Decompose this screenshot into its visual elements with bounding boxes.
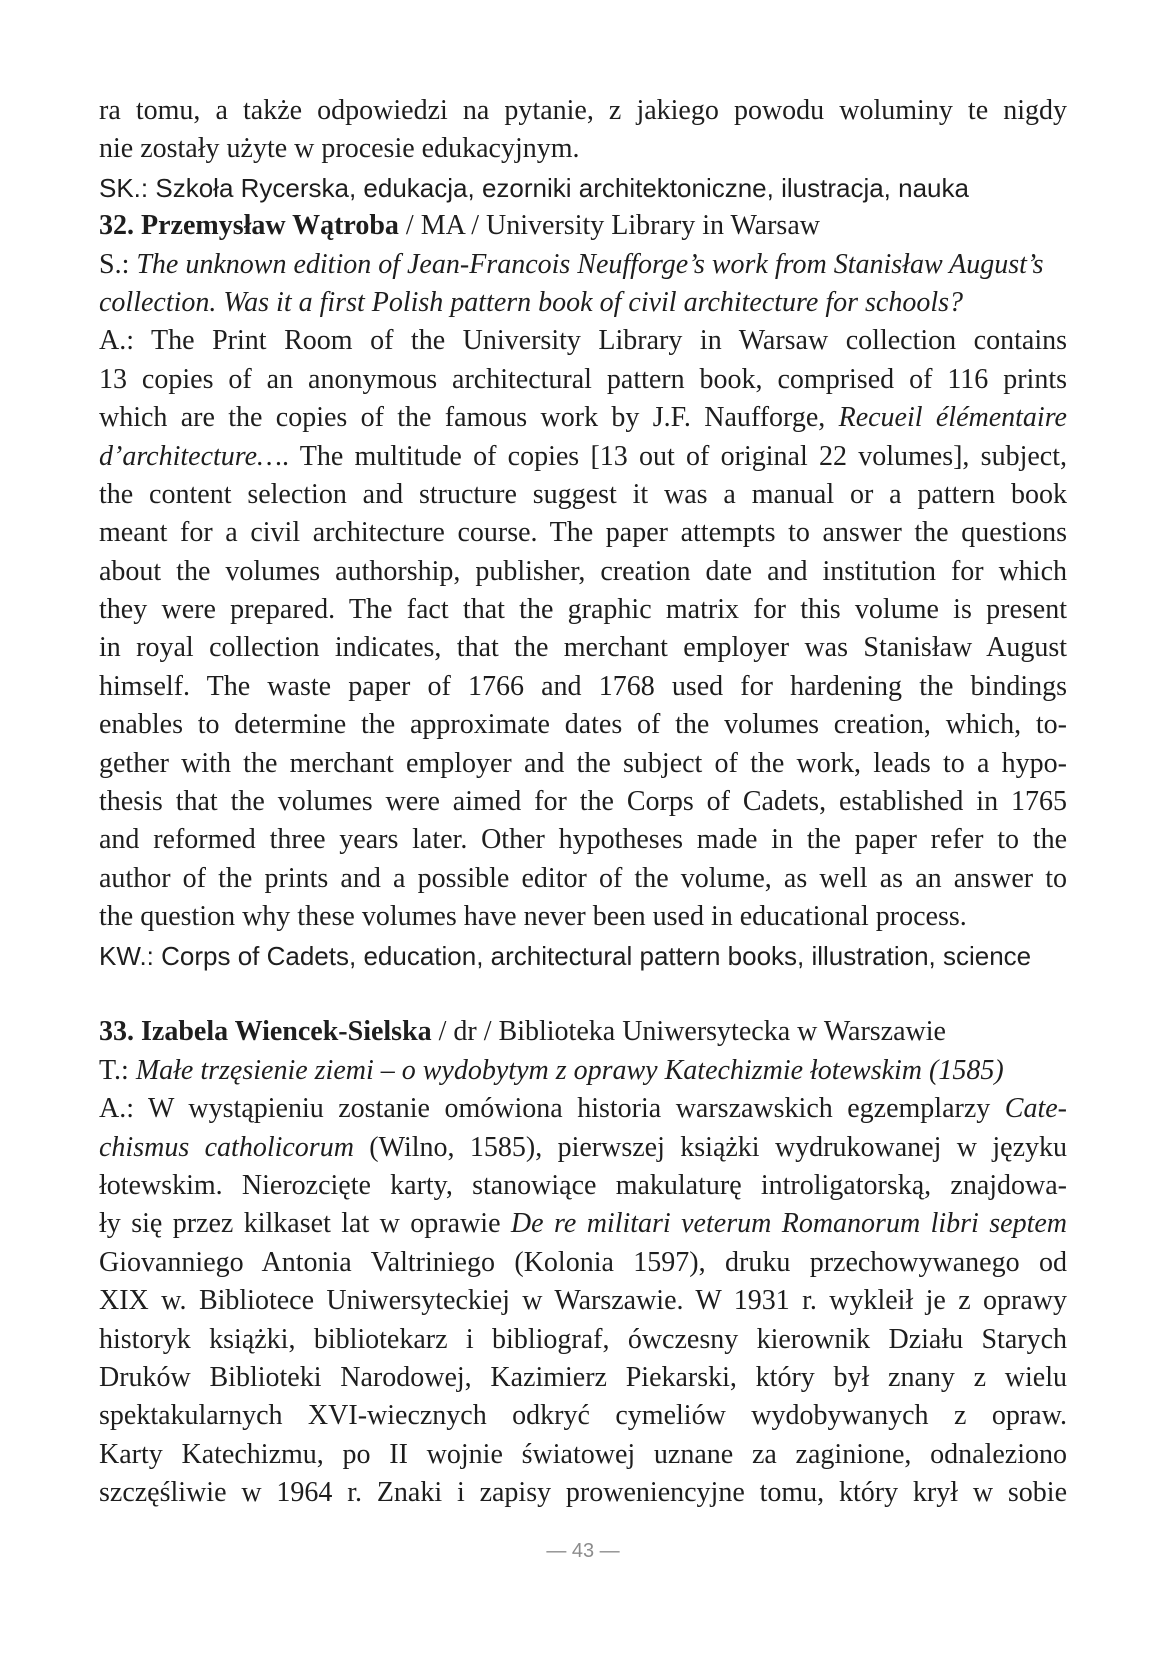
abstract-line: A.: The Print Room of the University Library in Warsaw collection contains: [99, 325, 1067, 357]
abstract-line: author of the prints and a possible editor of the volume, as well as an answer to: [99, 862, 1067, 894]
author-affiliation: / MA / University Library in Warsaw: [398, 210, 820, 242]
abstract-line: in royal collection indicates, that the merchant employer was Stanisław August: [99, 632, 1067, 664]
abstract-line: [99, 399, 1067, 437]
abstract-line: [99, 438, 1067, 476]
abstract-line: Giovanniego Antonia Valtriniego (Kolonia 1597), druku przechowywanego od: [99, 1246, 1067, 1278]
subject-prefix: S.:: [99, 248, 137, 280]
keywords-text: Corps of Cadets, education, architectural pattern books, illustration, science: [161, 940, 1032, 971]
abstract-line: himself. The waste paper of 1766 and 1768 used for hardening the bindings: [99, 670, 1067, 702]
keywords-prefix: SK.:: [99, 172, 156, 203]
abstract-line: historyk książki, bibliotekarz i bibliograf, ówczesny kierownik Działu Starych: [99, 1323, 1067, 1355]
keywords-line-pl: [99, 169, 1067, 207]
book-title: chismus catholicorum: [99, 1131, 354, 1163]
abstract-line: the question why these volumes have never been used in educational process.: [99, 901, 967, 933]
abstract-line: and reformed three years later. Other hypotheses made in the paper refer to the: [99, 824, 1067, 856]
author-name: 32. Przemysław Wątroba: [99, 210, 399, 242]
keywords-text: Szkoła Rycerska, edukacja, ezorniki architektoniczne, ilustracja, nauka: [155, 172, 969, 203]
book-title: Recueil élémentaire: [838, 402, 1067, 434]
subject-line: [99, 284, 1067, 322]
abstract-line: [99, 1205, 1067, 1243]
subject-text: collection. Was it a first Polish pattern book of civil architecture for schools?: [99, 286, 964, 318]
book-title: De re militari veterum Romanorum libri septem: [510, 1208, 1068, 1240]
abstract-text: A.: W wystąpieniu zostanie omówiona historia warszawskich egzemplarzy: [99, 1093, 1005, 1125]
abstract-line: the content selection and structure suggest it was a manual or a pattern book: [99, 478, 1067, 510]
abstract-line: Druków Biblioteki Narodowej, Kazimierz Piekarski, który był znany z wielu: [99, 1361, 1067, 1393]
abstract-text: ły się przez kilkaset lat w oprawie: [99, 1208, 511, 1240]
abstract-line: thesis that the volumes were aimed for the Corps of Cadets, established in 1765: [99, 786, 1067, 818]
abstract-line: they were prepared. The fact that the graphic matrix for this volume is present: [99, 594, 1067, 626]
book-title: d’architecture…: [99, 440, 282, 472]
abstract-text: which are the copies of the famous work by J.F. Naufforge,: [99, 402, 839, 434]
abstract-line: szczęśliwie w 1964 r. Znaki i zapisy proweniencyjne tomu, który krył w sobie: [99, 1477, 1067, 1509]
title-line: [99, 1052, 1067, 1090]
text-line: ra tomu, a także odpowiedzi na pytanie, z jakiego powodu woluminy te nigdy: [99, 95, 1067, 126]
book-title: Cate-: [1004, 1093, 1067, 1125]
keywords-line: [99, 937, 1067, 975]
abstract-line: about the volumes authorship, publisher, creation date and institution for which: [99, 555, 1067, 587]
abstract-line: gether with the merchant employer and the subject of the work, leads to a hypo-: [99, 747, 1067, 779]
abstract-text: . The multitude of copies [13 out of original 22 volumes], subject,: [281, 440, 1067, 472]
abstract-line: spektakularnych XVI-wiecznych odkryć cymeliów wydobywanych z opraw.: [99, 1400, 1067, 1432]
abstract-line: [99, 1129, 1067, 1167]
keywords-prefix: KW.:: [99, 940, 162, 971]
text-line: nie zostały użyte w procesie edukacyjnym.: [99, 133, 580, 165]
title-text: Małe trzęsienie ziemi – o wydobytym z oprawy Katechizmie łotewskim (1585): [135, 1054, 1004, 1086]
abstract-line: meant for a civil architecture course. The paper attempts to answer the questions: [99, 517, 1067, 549]
abstract-line: Karty Katechizmu, po II wojnie światowej uznane za zaginione, odnaleziono: [99, 1438, 1067, 1470]
entry-heading: [99, 207, 1067, 245]
title-prefix: T.:: [99, 1054, 136, 1086]
abstract-line: [99, 1090, 1067, 1128]
abstract-text: (Wilno, 1585), pierwszej książki wydrukowanej w języku: [353, 1131, 1067, 1163]
page-number: — 43 —: [546, 1540, 620, 1562]
section-gap: [99, 975, 1067, 1013]
entry-heading: [99, 1013, 1067, 1051]
abstract-line: enables to determine the approximate dates of the volumes creation, which, to-: [99, 709, 1067, 741]
abstract-line: 13 copies of an anonymous architectural pattern book, comprised of 116 prints: [99, 363, 1067, 395]
page-body: [99, 92, 1067, 1512]
author-name: 33. Izabela Wiencek-Sielska: [99, 1016, 432, 1048]
subject-line: [99, 246, 1067, 284]
author-affiliation: / dr / Biblioteka Uniwersytecka w Warszawie: [431, 1016, 946, 1048]
subject-text: The unknown edition of Jean-Francois Neufforge’s work from Stanisław August’s: [136, 248, 1044, 280]
abstract-line: XIX w. Bibliotece Uniwersyteckiej w Warszawie. W 1931 r. wykleił je z oprawy: [99, 1285, 1067, 1317]
abstract-line: łotewskim. Nierozcięte karty, stanowiące makulaturę introligatorską, znajdowa-: [99, 1169, 1067, 1201]
